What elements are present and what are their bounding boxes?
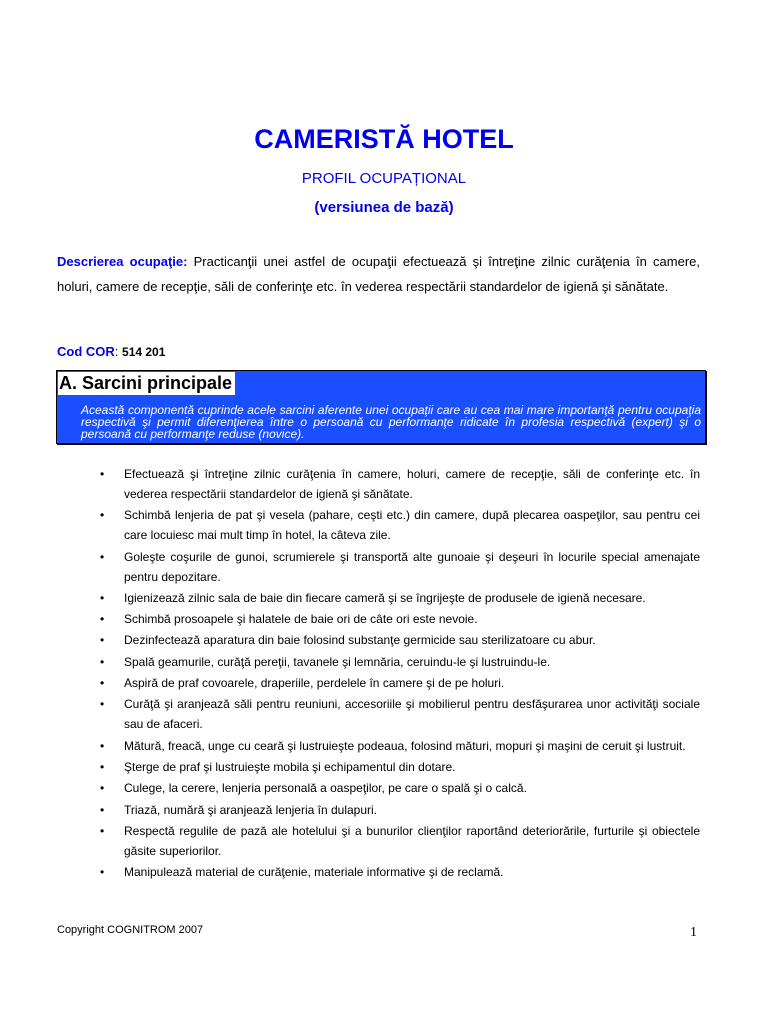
document-subtitle: PROFIL OCUPAȚIONAL bbox=[301, 170, 467, 187]
task-text: Schimbă lenjeria de pat şi vesela (pahare, ceşti etc.) din camere, după plecarea oaspeţilor, sau pentru cei care locuiesc mai mult timp în hotel, la câteva zile. bbox=[124, 508, 700, 543]
page-number: 1 bbox=[690, 925, 697, 940]
task-text: Goleşte coşurile de gunoi, scrumierele şi transportă alte gunoaie şi deşeuri în locurile special amenajate pentru depozitare. bbox=[124, 549, 700, 584]
bullet-icon: • bbox=[100, 865, 105, 880]
task-item bbox=[100, 609, 700, 629]
bullet-icon: • bbox=[100, 612, 105, 627]
section-a-title: A. Sarcini principale bbox=[58, 372, 235, 395]
task-text: Efectuează şi întreţine zilnic curăţenia în camere, holuri, camere de recepţie, săli de conferinţe etc. în vederea respectării standardelor de igienă şi sănătate. bbox=[124, 467, 700, 501]
cod-cor bbox=[57, 344, 165, 359]
task-item bbox=[100, 736, 700, 756]
document-title: CAMERISTĂ HOTEL bbox=[254, 124, 514, 154]
task-item bbox=[100, 800, 700, 820]
footer-copyright: Copyright COGNITROM 2007 bbox=[57, 924, 204, 936]
bullet-icon: • bbox=[100, 633, 105, 648]
bullet-icon: • bbox=[100, 654, 105, 669]
task-text: Mătură, freacă, unge cu ceară şi lustruieşte podeaua, folosind mături, mopuri şi maşini de ceruit şi lustruit. bbox=[124, 738, 686, 753]
task-text: Schimbă prosoapele şi halatele de baie ori de câte ori este nevoie. bbox=[124, 612, 478, 627]
bullet-icon: • bbox=[100, 802, 105, 817]
bullet-icon: • bbox=[100, 823, 105, 838]
task-text: Şterge de praf şi lustruieşte mobila şi echipamentul din dotare. bbox=[124, 759, 456, 774]
task-item bbox=[100, 652, 700, 672]
task-text: Culege, la cerere, lenjeria personală a oaspeţilor, pe care o spală şi o calcă. bbox=[124, 781, 527, 796]
task-item bbox=[100, 757, 700, 777]
cod-cor-value: 514 201 bbox=[122, 345, 166, 359]
task-text: Igienizează zilnic sala de baie din fiecare cameră şi se îngrijeşte de produsele de igienă necesare. bbox=[124, 590, 646, 605]
bullet-icon: • bbox=[100, 676, 105, 691]
bullet-icon: • bbox=[100, 508, 105, 523]
task-text: Dezinfectează aparatura din baie folosind substanţe germicide sau sterilizatoare cu abur. bbox=[124, 633, 596, 648]
bullet-icon: • bbox=[100, 781, 105, 796]
bullet-icon: • bbox=[100, 467, 105, 481]
occupation-description bbox=[57, 249, 700, 299]
task-text: Curăţă şi aranjează săli pentru reuniuni, accesoriile şi mobilierul pentru desfăşurarea unor activităţi sociale sau de afaceri. bbox=[124, 697, 700, 732]
task-item bbox=[100, 862, 700, 882]
document-version: (versiunea de bază) bbox=[314, 199, 454, 216]
description-text: Practicanţii unei astfel de ocupaţii efectuează şi întreţine zilnic curăţenia în camere, holuri, camere de recepţie, săli de conferinţe etc. în vederea respectării standardelor de igienă şi sănătate. bbox=[57, 254, 700, 294]
task-list bbox=[100, 464, 700, 883]
task-text: Aspiră de praf covoarele, draperiile, perdelele în camere şi de pe holuri. bbox=[124, 676, 505, 691]
cod-cor-separator: : bbox=[114, 344, 123, 359]
task-text: Triază, numără şi aranjează lenjeria în dulapuri. bbox=[124, 802, 378, 817]
task-item bbox=[100, 505, 700, 545]
description-label: Descrierea ocupaţie: bbox=[57, 254, 188, 269]
task-item bbox=[100, 694, 700, 734]
task-item bbox=[100, 778, 700, 798]
task-item bbox=[100, 547, 700, 587]
task-item bbox=[100, 464, 700, 504]
task-text: Spală geamurile, curăţă pereţii, tavanele şi lemnăria, ceruindu-le şi lustruindu-le. bbox=[124, 654, 551, 669]
task-item bbox=[100, 588, 700, 608]
bullet-icon: • bbox=[100, 759, 105, 774]
task-text: Manipulează material de curăţenie, materiale informative şi de reclamă. bbox=[124, 865, 504, 880]
task-item bbox=[100, 630, 700, 650]
task-item bbox=[100, 673, 700, 693]
task-item bbox=[100, 821, 700, 861]
bullet-icon: • bbox=[100, 697, 105, 712]
bullet-icon: • bbox=[100, 590, 105, 605]
bullet-icon: • bbox=[100, 738, 105, 753]
bullet-icon: • bbox=[100, 549, 105, 564]
section-a-note: Această componentă cuprinde acele sarcini aferente unei ocupaţii care au cea mai mare importanţă pentru ocupaţia respectivă şi permit diferenţierea între o persoană cu performanţe ridicate în profesia respectivă (expert) şi o persoană cu performanţe reduse (novice). bbox=[81, 403, 701, 441]
cod-cor-label: Cod COR bbox=[57, 344, 115, 359]
task-text: Respectă regulile de pază ale hotelului şi a bunurilor clienţilor raportând deteriorările, furturile şi obiectele găsite superiorilor. bbox=[124, 823, 700, 858]
section-a-box bbox=[56, 370, 706, 444]
